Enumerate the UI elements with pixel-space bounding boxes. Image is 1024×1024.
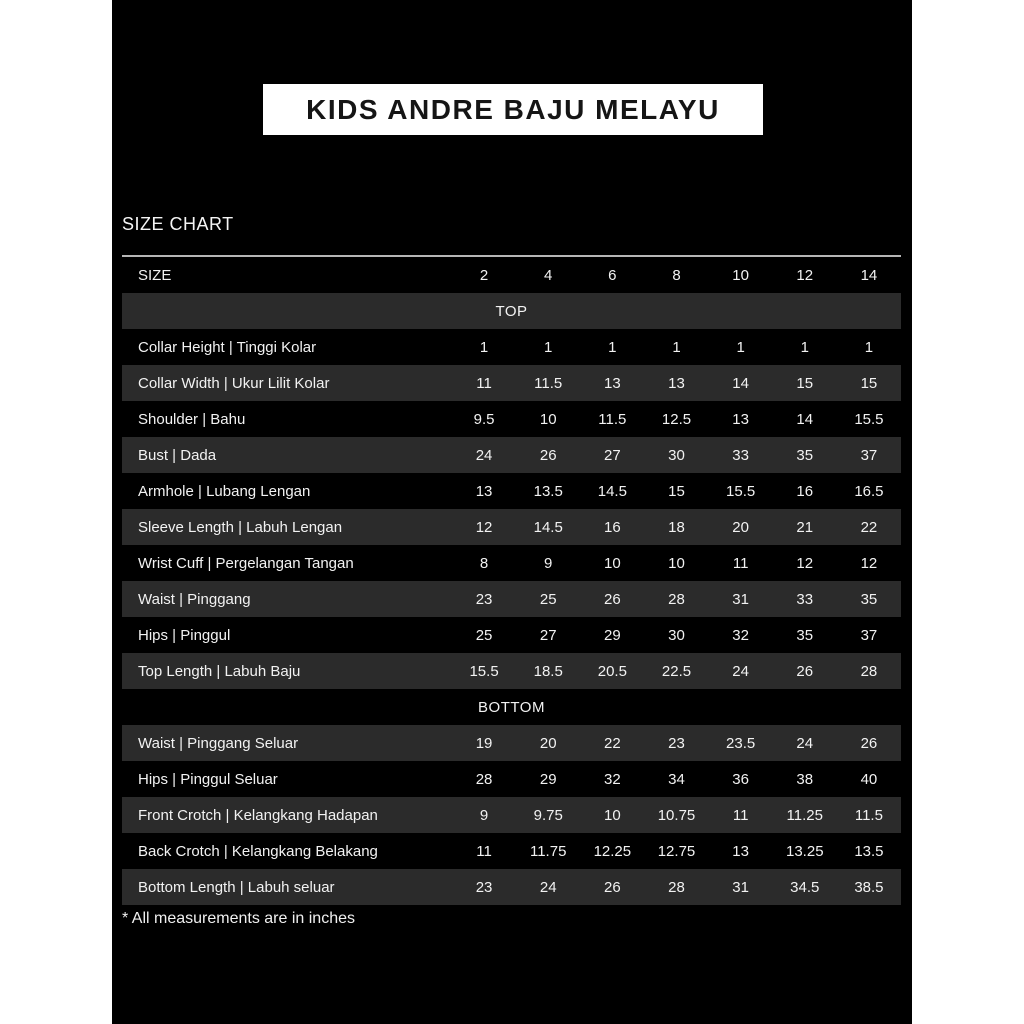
table-row xyxy=(122,869,901,905)
measurement-value: 13.25 xyxy=(786,842,824,860)
measurement-value: 14.5 xyxy=(597,482,627,500)
measurement-value: 30 xyxy=(668,446,685,464)
measurement-value: 20 xyxy=(732,518,749,536)
table-row xyxy=(122,581,901,617)
measurement-value: 18 xyxy=(668,518,685,536)
table-row xyxy=(122,509,901,545)
measurement-value: 22 xyxy=(604,734,621,752)
measurement-value: 11 xyxy=(476,842,492,860)
measurement-value: 33 xyxy=(732,446,749,464)
measurement-value: 36 xyxy=(732,770,749,788)
measurement-value: 12 xyxy=(860,554,878,572)
measurement-value: 19 xyxy=(475,734,493,752)
measurement-value: 20 xyxy=(539,734,557,752)
measurement-value: 11.5 xyxy=(854,806,883,824)
measurement-value: 30 xyxy=(668,626,685,644)
measurement-value: 14.5 xyxy=(533,518,563,536)
measurement-value: 9.5 xyxy=(473,410,495,428)
measurement-value: 24 xyxy=(796,734,814,752)
table-row xyxy=(122,545,901,581)
measurement-value: 31 xyxy=(732,878,749,896)
section-title: TOP xyxy=(495,302,528,320)
measurement-value: 9 xyxy=(544,554,553,572)
measurement-value: 38.5 xyxy=(854,878,884,896)
measurement-value: 25 xyxy=(539,590,557,608)
measurement-value: 12.25 xyxy=(593,842,632,860)
measurement-value: 21 xyxy=(796,518,814,536)
measurement-value: 1 xyxy=(864,338,874,356)
measurement-value: 9.75 xyxy=(533,806,563,824)
section-header-top xyxy=(122,293,901,329)
measurement-value: 10 xyxy=(604,554,621,572)
measurement-value: 10 xyxy=(604,806,621,824)
measurement-value: 14 xyxy=(732,374,749,392)
table-row xyxy=(122,437,901,473)
row-label: Hips | Pinggul Seluar xyxy=(138,770,278,788)
measurement-value: 1 xyxy=(608,338,617,356)
measurement-value: 28 xyxy=(668,590,685,608)
measurement-value: 29 xyxy=(604,626,621,644)
measurement-value: 32 xyxy=(732,626,749,644)
table-row xyxy=(122,761,901,797)
measurement-value: 40 xyxy=(860,770,878,788)
measurement-value: 13.5 xyxy=(533,482,563,500)
measurement-value: 28 xyxy=(860,662,878,680)
measurement-value: 12 xyxy=(796,554,814,572)
measurement-value: 16 xyxy=(604,518,621,536)
measurement-value: 26 xyxy=(796,662,814,680)
size-header-value: 12 xyxy=(796,266,814,284)
measurement-value: 1 xyxy=(736,338,745,356)
measurement-value: 13 xyxy=(668,374,685,392)
measurement-value: 13.5 xyxy=(854,842,884,860)
table-row xyxy=(122,833,901,869)
measurement-value: 28 xyxy=(668,878,685,896)
measurement-value: 33 xyxy=(796,590,814,608)
measurement-value: 8 xyxy=(479,554,489,572)
measurement-value: 34 xyxy=(668,770,685,788)
measurements-footnote: * All measurements are in inches xyxy=(122,910,355,927)
measurement-value: 18.5 xyxy=(533,662,563,680)
measurement-value: 16 xyxy=(796,482,814,500)
measurement-value: 29 xyxy=(539,770,557,788)
measurement-value: 1 xyxy=(672,338,681,356)
row-label: Collar Width | Ukur Lilit Kolar xyxy=(138,374,330,392)
measurement-value: 35 xyxy=(796,626,814,644)
size-header-row xyxy=(122,257,901,293)
measurement-value: 27 xyxy=(604,446,621,464)
measurement-value: 13 xyxy=(732,410,749,428)
size-column-label: SIZE xyxy=(138,266,172,284)
measurement-value: 23.5 xyxy=(726,734,756,752)
row-label: Shoulder | Bahu xyxy=(138,410,246,428)
measurement-value: 10 xyxy=(539,410,557,428)
row-label: Front Crotch | Kelangkang Hadapan xyxy=(138,806,378,824)
measurement-value: 37 xyxy=(860,446,878,464)
measurement-value: 16.5 xyxy=(854,482,884,500)
measurement-value: 13 xyxy=(604,374,621,392)
measurement-value: 20.5 xyxy=(597,662,627,680)
measurement-value: 31 xyxy=(732,590,749,608)
table-row xyxy=(122,473,901,509)
measurement-value: 11.25 xyxy=(786,806,823,824)
measurement-value: 37 xyxy=(860,626,878,644)
measurement-value: 25 xyxy=(475,626,493,644)
measurement-value: 12.75 xyxy=(657,842,696,860)
size-header-value: 8 xyxy=(672,266,681,284)
measurement-value: 26 xyxy=(539,446,557,464)
measurement-value: 15.5 xyxy=(854,410,884,428)
size-header-value: 2 xyxy=(479,266,489,284)
measurement-value: 22 xyxy=(860,518,878,536)
measurement-value: 35 xyxy=(796,446,814,464)
measurement-value: 1 xyxy=(544,338,553,356)
row-label: Top Length | Labuh Baju xyxy=(138,662,301,680)
measurement-value: 23 xyxy=(475,590,493,608)
measurement-value: 24 xyxy=(732,662,749,680)
measurement-value: 13 xyxy=(732,842,749,860)
table-row xyxy=(122,401,901,437)
measurement-value: 35 xyxy=(860,590,878,608)
measurement-value: 11.5 xyxy=(598,410,627,428)
black-canvas xyxy=(112,0,912,1024)
measurement-value: 15 xyxy=(860,374,878,392)
measurement-value: 34.5 xyxy=(790,878,820,896)
row-label: Hips | Pinggul xyxy=(138,626,231,644)
measurement-value: 26 xyxy=(604,590,621,608)
measurement-value: 12.5 xyxy=(661,410,692,428)
product-title: KIDS ANDRE BAJU MELAYU xyxy=(306,93,720,125)
table-row xyxy=(122,653,901,689)
measurement-value: 11 xyxy=(732,806,749,824)
section-header-bottom xyxy=(122,689,901,725)
measurement-value: 15 xyxy=(668,482,685,500)
measurement-value: 11 xyxy=(476,374,492,392)
size-header-value: 14 xyxy=(860,266,878,284)
measurement-value: 26 xyxy=(860,734,878,752)
measurement-value: 10 xyxy=(668,554,685,572)
table-row xyxy=(122,365,901,401)
measurement-value: 23 xyxy=(668,734,685,752)
table-row xyxy=(122,329,901,365)
measurement-value: 11.5 xyxy=(534,374,563,392)
row-label: Sleeve Length | Labuh Lengan xyxy=(138,518,343,536)
product-title-box xyxy=(263,84,763,135)
measurement-value: 24 xyxy=(475,446,493,464)
size-chart-heading: SIZE CHART xyxy=(122,214,234,234)
measurement-value: 13 xyxy=(475,482,493,500)
row-label: Armhole | Lubang Lengan xyxy=(138,482,311,500)
measurement-value: 38 xyxy=(796,770,814,788)
size-header-value: 4 xyxy=(544,266,553,284)
row-label: Waist | Pinggang Seluar xyxy=(138,734,299,752)
section-title: BOTTOM xyxy=(478,698,545,716)
measurement-value: 10.75 xyxy=(657,806,696,824)
measurement-value: 24 xyxy=(539,878,557,896)
measurement-value: 32 xyxy=(604,770,621,788)
measurement-value: 15.5 xyxy=(726,482,756,500)
measurement-value: 11.75 xyxy=(529,842,567,860)
measurement-value: 27 xyxy=(539,626,557,644)
size-header-value: 10 xyxy=(732,266,749,284)
measurement-value: 15.5 xyxy=(469,662,499,680)
row-label: Collar Height | Tinggi Kolar xyxy=(138,338,317,356)
row-label: Waist | Pinggang xyxy=(138,590,251,608)
size-table xyxy=(122,257,901,905)
measurement-value: 12 xyxy=(475,518,493,536)
measurement-value: 22.5 xyxy=(661,662,692,680)
measurement-value: 9 xyxy=(479,806,489,824)
table-row xyxy=(122,797,901,833)
measurement-value: 15 xyxy=(796,374,814,392)
measurement-value: 14 xyxy=(796,410,814,428)
row-label: Bottom Length | Labuh seluar xyxy=(138,878,335,896)
table-row xyxy=(122,617,901,653)
row-label: Wrist Cuff | Pergelangan Tangan xyxy=(138,554,354,572)
row-label: Back Crotch | Kelangkang Belakang xyxy=(138,842,378,860)
measurement-value: 1 xyxy=(800,338,809,356)
measurement-value: 23 xyxy=(475,878,493,896)
row-label: Bust | Dada xyxy=(138,446,217,464)
table-row xyxy=(122,725,901,761)
measurement-value: 11 xyxy=(732,554,749,572)
measurement-value: 1 xyxy=(479,338,489,356)
measurement-value: 26 xyxy=(604,878,621,896)
measurement-value: 28 xyxy=(475,770,493,788)
size-header-value: 6 xyxy=(608,266,617,284)
